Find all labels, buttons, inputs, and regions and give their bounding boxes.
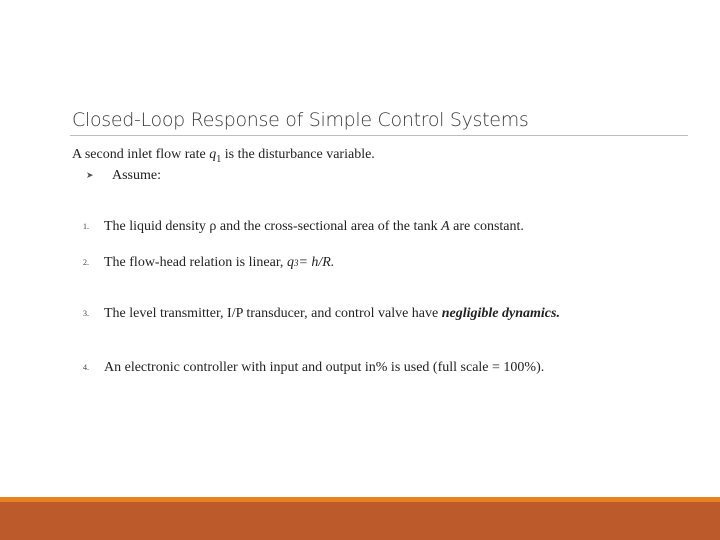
- list-item: [83, 359, 544, 377]
- list-text: .: [330, 255, 335, 270]
- list-item: [83, 218, 524, 236]
- equals-sign: =: [298, 255, 312, 270]
- title-divider: [70, 135, 688, 136]
- intro-subscript: 1: [216, 153, 222, 165]
- intro-variable: q: [209, 147, 217, 162]
- rho-symbol: ρ: [209, 219, 217, 234]
- footer-bar: [0, 502, 720, 540]
- intro-text-before: A second inlet flow rate: [72, 147, 210, 162]
- list-text: The liquid density: [104, 219, 210, 234]
- list-text: and the cross-sectional area of the tank: [216, 219, 442, 234]
- list-item: [83, 305, 560, 323]
- list-text: An electronic controller with input and output in% is used (full scale = 100%).: [104, 360, 545, 375]
- intro-text-after: is the disturbance variable.: [221, 147, 375, 162]
- list-number: 3.: [83, 309, 89, 318]
- list-number: 4.: [83, 363, 89, 372]
- emphasis-text: negligible dynamics.: [441, 306, 560, 321]
- assume-bullet: [86, 166, 161, 185]
- chevron-right-icon: ➤: [86, 170, 94, 180]
- area-variable: A: [441, 219, 450, 234]
- slide-title: Closed-Loop Response of Simple Control Systems: [72, 109, 529, 131]
- list-text: The flow-head relation is linear,: [104, 255, 287, 270]
- list-text: The level transmitter, I/P transducer, and control valve have: [104, 306, 442, 321]
- head-over-resistance: h/R: [311, 255, 331, 270]
- list-text: are constant.: [449, 219, 524, 234]
- list-number: 2.: [83, 258, 89, 267]
- assume-label: Assume:: [112, 168, 161, 183]
- list-item: [83, 254, 334, 272]
- flow-subscript: 3: [293, 258, 299, 268]
- list-number: 1.: [83, 222, 89, 231]
- flow-variable: q: [286, 255, 294, 270]
